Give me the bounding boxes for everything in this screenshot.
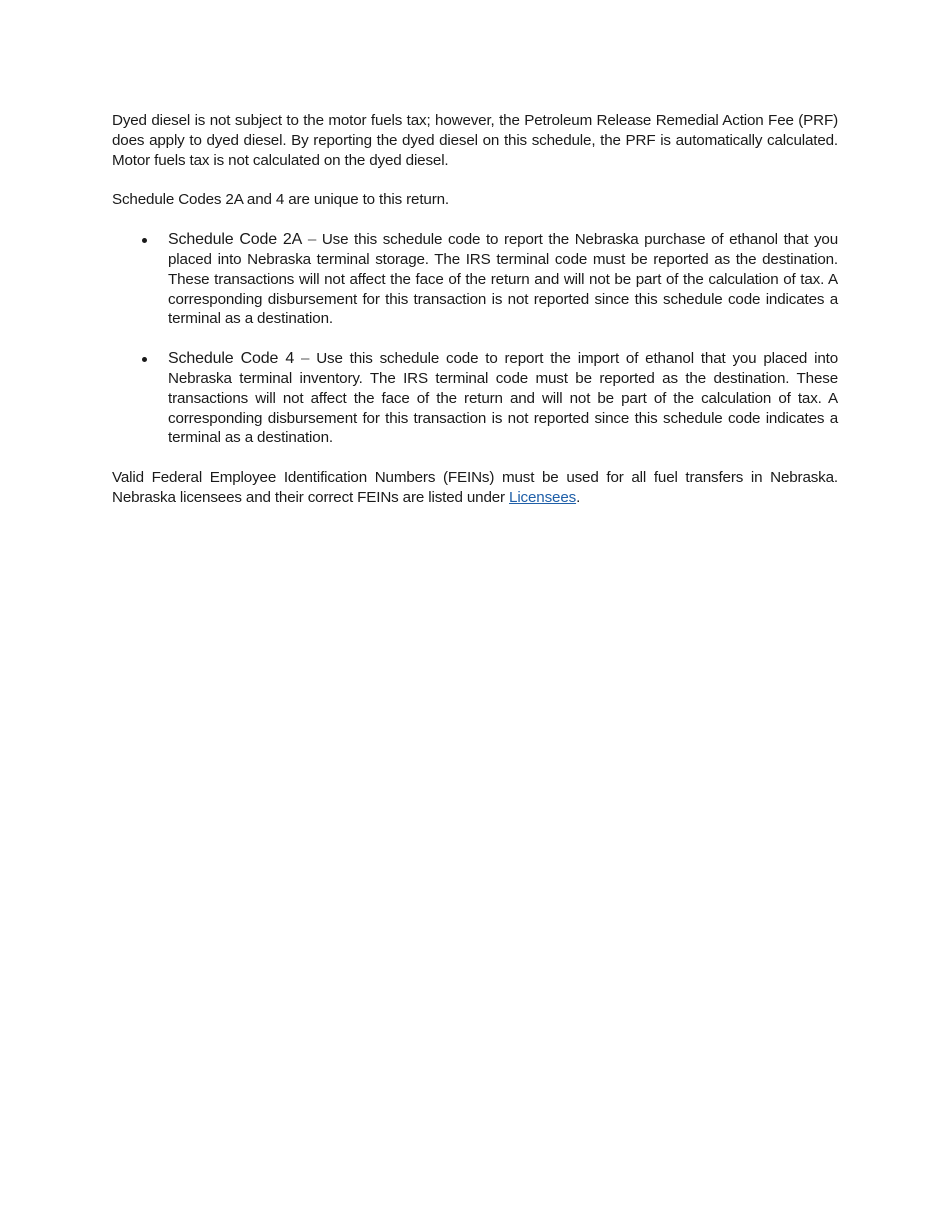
fein-text: Valid Federal Employee Identification Numbers (FEINs) must be used for all fuel transfers in Nebraska. Nebraska licensees and their correct FEINs are listed under — [112, 469, 838, 506]
list-item-schedule-code-2a — [112, 230, 838, 329]
schedule-code-4-text — [168, 349, 838, 448]
schedule-code-2a-label: Schedule Code 2A — [168, 231, 303, 249]
bullet-icon — [142, 238, 147, 243]
licensees-link[interactable]: Licensees — [509, 488, 577, 506]
list-item-schedule-code-4 — [112, 349, 838, 448]
dash-separator: – — [294, 350, 317, 368]
unique-codes-paragraph: Schedule Codes 2A and 4 are unique to this return. — [112, 191, 449, 209]
schedule-code-2a-text — [168, 230, 838, 329]
schedule-code-4-description: Use this schedule code to report the import of ethanol that you placed into Nebraska terminal inventory. The IRS terminal code must be reported as the destination. These transactions will not affect the face of the return and will not be part of the calculation of tax. A corresponding disbursement for this transaction is not reported since this schedule code indicates a terminal as a destination. — [168, 350, 838, 447]
schedule-code-list — [112, 230, 838, 448]
dash-separator: – — [302, 231, 322, 249]
dyed-diesel-paragraph: Dyed diesel is not subject to the motor fuels tax; however, the Petroleum Release Remedial Action Fee (PRF) does apply to dyed diesel. By reporting the dyed diesel on this schedule, the PRF is automatically calculated. Motor fuels tax is not calculated on the dyed diesel. — [112, 112, 838, 169]
schedule-code-4-label: Schedule Code 4 — [168, 350, 295, 368]
schedule-code-2a-description: Use this schedule code to report the Nebraska purchase of ethanol that you placed into Nebraska terminal storage. The IRS terminal code must be reported as the destination. These transactions will not affect the face of the return and will not be part of the calculation of tax. A corresponding disbursement for this transaction is not reported since this schedule code indicates a terminal as a destination. — [168, 231, 838, 328]
fein-paragraph — [112, 468, 838, 508]
bullet-icon — [142, 357, 147, 362]
fein-period: . — [576, 488, 581, 506]
